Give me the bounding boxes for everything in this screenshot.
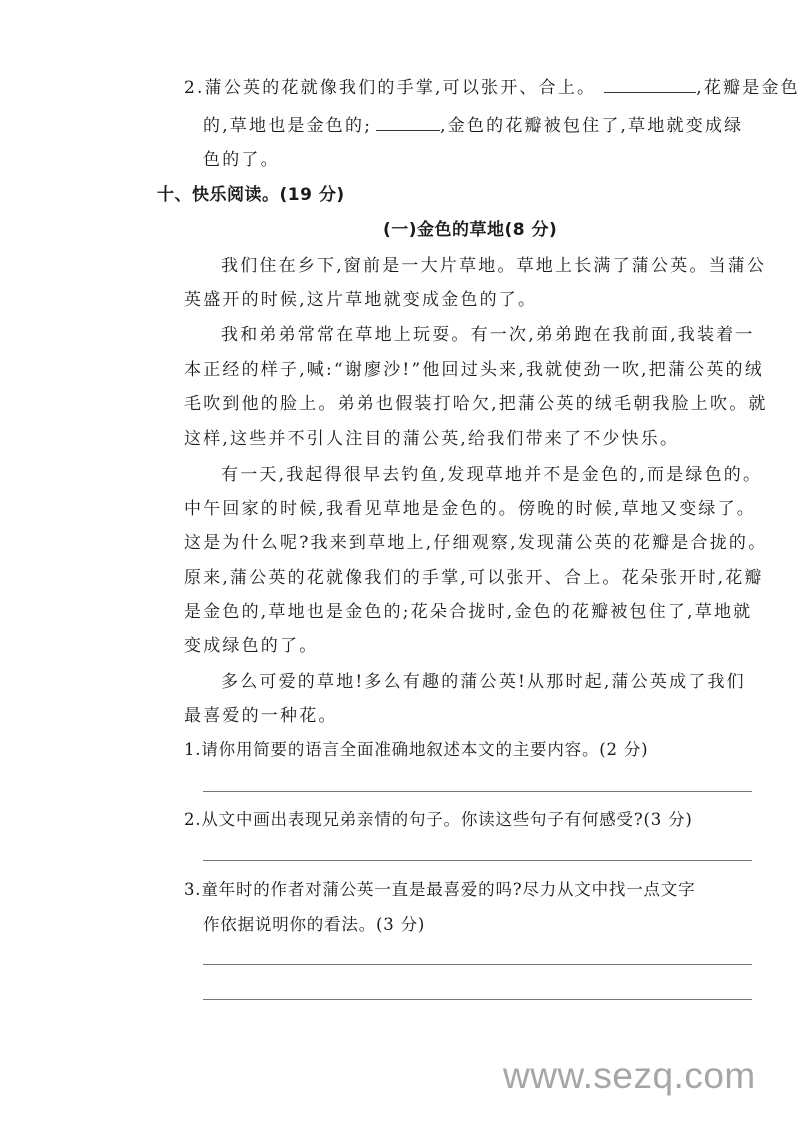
answer-line-q2[interactable] bbox=[203, 860, 752, 861]
prev-question-line-2: 的,草地也是金色的; ,金色的花瓣被包住了,草地就变成绿 bbox=[203, 116, 744, 136]
prev-question-line-3: 色的了。 bbox=[203, 150, 280, 170]
paragraph-4-line-1: 多么可爱的草地!多么有趣的蒲公英!从那时起,蒲公英成了我们 bbox=[221, 672, 746, 692]
paragraph-3-line-2: 中午回家的时候,我看见草地是金色的。傍晚的时候,草地又变绿了。 bbox=[184, 499, 757, 519]
question-number: 2. bbox=[184, 78, 205, 98]
fill-blank-2[interactable] bbox=[376, 116, 440, 131]
paragraph-4-line-2: 最喜爱的一种花。 bbox=[184, 706, 338, 726]
paragraph-3-line-6: 变成绿色的了。 bbox=[184, 636, 319, 656]
paragraph-3-line-3: 这是为什么呢?我来到草地上,仔细观察,发现蒲公英的花瓣是合拢的。 bbox=[184, 533, 768, 553]
paragraph-2-line-4: 这样,这些并不引人注目的蒲公英,给我们带来了不少快乐。 bbox=[184, 429, 680, 449]
watermark: www.sezq.com bbox=[503, 1055, 756, 1096]
paragraph-1-line-2: 英盛开的时候,这片草地就变成金色的了。 bbox=[184, 290, 538, 310]
passage-title: (一)金色的草地(8 分) bbox=[383, 220, 558, 240]
question-1: 1.请你用简要的语言全面准确地叙述本文的主要内容。(2 分) bbox=[184, 740, 649, 759]
paragraph-2-line-1: 我和弟弟常常在草地上玩耍。有一次,弟弟跑在我前面,我装着一 bbox=[221, 325, 755, 345]
paragraph-3-line-5: 是金色的,草地也是金色的;花朵合拢时,金色的花瓣被包住了,草地就 bbox=[184, 602, 753, 622]
fill-blank-1[interactable] bbox=[604, 78, 696, 93]
paragraph-1-line-1: 我们住在乡下,窗前是一大片草地。草地上长满了蒲公英。当蒲公 bbox=[221, 256, 767, 276]
question-3-line-2: 作依据说明你的看法。(3 分) bbox=[203, 915, 426, 934]
paragraph-2-line-3: 毛吹到他的脸上。弟弟也假装打哈欠,把蒲公英的绒毛朝我脸上吹。就 bbox=[184, 394, 768, 414]
question-2: 2.从文中画出表现兄弟亲情的句子。你读这些句子有何感受?(3 分) bbox=[184, 810, 693, 829]
answer-line-q1[interactable] bbox=[203, 791, 752, 792]
paragraph-2-line-2: 本正经的样子,喊:“谢廖沙!”他回过头来,我就使劲一吹,把蒲公英的绒 bbox=[184, 360, 764, 380]
section-title: 十、快乐阅读。(19 分) bbox=[157, 185, 345, 205]
answer-line-q3-a[interactable] bbox=[203, 964, 752, 965]
question-3-line-1: 3.童年时的作者对蒲公英一直是最喜爱的吗?尽力从文中找一点文字 bbox=[184, 880, 696, 899]
answer-line-q3-b[interactable] bbox=[203, 999, 752, 1000]
prev-question-line-1: 2.蒲公英的花就像我们的手掌,可以张开、合上。 ,花瓣是金色 bbox=[184, 78, 800, 98]
paragraph-3-line-1: 有一天,我起得很早去钓鱼,发现草地并不是金色的,而是绿色的。 bbox=[221, 465, 763, 485]
paragraph-3-line-4: 原来,蒲公英的花就像我们的手掌,可以张开、合上。花朵张开时,花瓣 bbox=[184, 568, 764, 588]
